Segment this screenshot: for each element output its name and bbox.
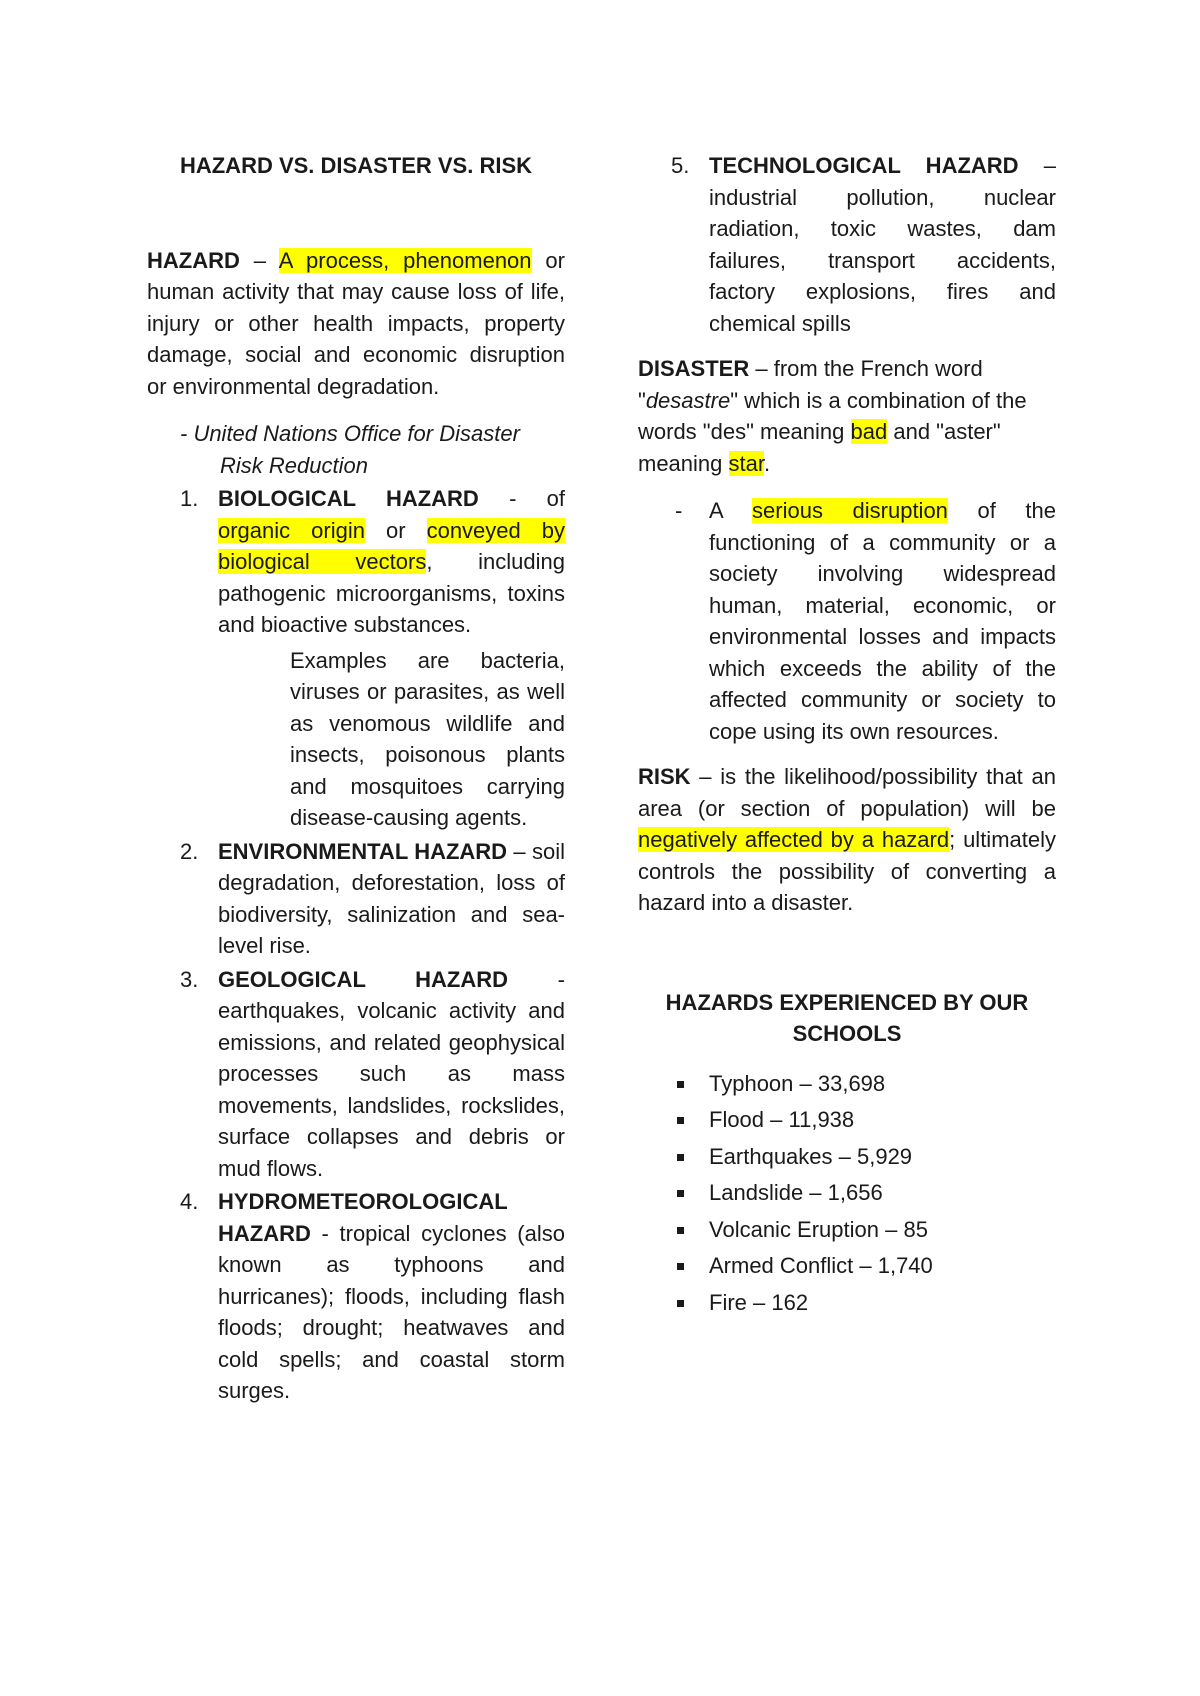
schools-section-title: HAZARDS EXPERIENCED BY OUR SCHOOLS [665, 989, 1029, 1046]
disaster-text: and "aster" meaning [638, 419, 1001, 476]
disaster-term: DISASTER [638, 356, 750, 381]
item-text: - of [478, 486, 565, 511]
square-bullet-icon [677, 1300, 684, 1307]
list-item-text: Earthquakes – 5,929 [709, 1143, 913, 1169]
hazard-types-list [147, 483, 565, 1407]
schools-hazard-list [638, 1066, 1056, 1322]
list-item-text: Armed Conflict – 1,740 [709, 1253, 933, 1278]
list-item-text: Landslide – 1,656 [709, 1180, 883, 1205]
item-number: 5. [671, 153, 690, 178]
list-item [638, 1066, 1056, 1103]
hazard-term: HAZARD [147, 247, 240, 273]
list-item-hydrometeorological [147, 1186, 565, 1407]
risk-text: – is the likelihood/possibility that an area (or section of population) will be [638, 764, 1056, 821]
hazard-definition [147, 245, 565, 403]
list-item [638, 1248, 1056, 1285]
item-term: GEOLOGICAL HAZARD [218, 966, 509, 992]
dash-marker: - [675, 498, 683, 523]
list-item [638, 1212, 1056, 1249]
item-term: HYDROMETEOROLOGICAL HAZARD [218, 1189, 508, 1246]
hazard-definition-text: or human activity that may cause loss of life, injury or other health impacts, property damage, social and economic disruption or environmental degradation. [147, 247, 565, 399]
highlight-serious-disruption: serious disruption [752, 498, 948, 523]
left-column [147, 150, 565, 1407]
list-item [638, 1175, 1056, 1212]
square-bullet-icon [677, 1227, 684, 1234]
square-bullet-icon [677, 1117, 684, 1124]
source-line-1: - United Nations Office for Disaster [180, 421, 520, 446]
risk-term: RISK [638, 764, 691, 789]
list-item-technological [638, 150, 1056, 339]
item-number: 2. [180, 838, 199, 864]
item-number: 3. [180, 966, 199, 992]
highlight-conveyed-by: conveyed by biological vectors [218, 517, 566, 574]
source-line-2: Risk Reduction [220, 452, 368, 478]
examples-sub-item [218, 645, 565, 834]
item-term: BIOLOGICAL HAZARD [218, 486, 479, 511]
item-text: - earthquakes, volcanic activity and emissions, and related geophysical processes such as mass movements, landslides, rockslides, surface collapses and debris or mud flows. [218, 966, 565, 1181]
hazard-dash: – [239, 247, 279, 273]
list-item [638, 1139, 1056, 1176]
item-number: 4. [180, 1189, 199, 1214]
page-title: HAZARD VS. DISASTER VS. RISK [179, 153, 533, 178]
list-item-text: Typhoon – 33,698 [709, 1070, 886, 1096]
disaster-text: . [763, 450, 771, 476]
disaster-definition [638, 353, 1056, 479]
list-item [638, 1102, 1056, 1139]
list-item-text: Flood – 11,938 [709, 1107, 855, 1132]
square-bullet-icon [677, 1154, 684, 1161]
hazard-highlight: A process, phenomenon [278, 247, 532, 273]
list-item-text: Volcanic Eruption – 85 [709, 1216, 928, 1242]
list-item-environmental [147, 836, 565, 962]
disaster-definition-item [638, 495, 1056, 747]
square-bullet-icon [677, 1081, 684, 1088]
item-text: – soil degradation, deforestation, loss of biodiversity, salinization and sea-level rise. [218, 838, 565, 958]
definition-text: A [709, 498, 753, 523]
highlight-negatively-affected: negatively affected by a hazard [638, 827, 950, 852]
item-text: or [364, 517, 427, 543]
desastre-word: desastre [645, 387, 731, 413]
list-item-text: Fire – 162 [709, 1289, 809, 1315]
examples-text: Examples are bacteria, viruses or parasites, as well as venomous wildlife and insects, poisonous plants and mosquitoes carrying disease-causing agents. [290, 647, 565, 830]
item-text: - tropical cyclones (also known as typhoons and hurricanes); floods, including flash floods; drought; heatwaves and cold spells; and coastal storm surges. [218, 1220, 565, 1403]
disaster-text: " which is a combination of the words "des" meaning [638, 387, 1027, 444]
risk-definition [638, 761, 1056, 919]
disaster-text: – from the French word " [638, 356, 983, 413]
item-number: 1. [180, 486, 199, 511]
highlight-bad: bad [850, 419, 888, 444]
highlight-organic-origin: organic origin [218, 517, 365, 543]
square-bullet-icon [677, 1263, 684, 1270]
list-item-geological [147, 964, 565, 1185]
risk-text: ; ultimately controls the possibility of converting a hazard into a disaster. [638, 827, 1056, 915]
definition-text: of the functioning of a community or a society involving widespread human, material, economic, or environmental losses and impacts which exceeds the ability of the affected community or society to cope using its own resources. [709, 498, 1056, 744]
item-text: – industrial pollution, nuclear radiation, toxic wastes, dam failures, transport accidents, factory explosions, fires and chemical spills [709, 153, 1056, 336]
item-term: ENVIRONMENTAL HAZARD [218, 838, 508, 864]
square-bullet-icon [677, 1190, 684, 1197]
highlight-star: star [728, 450, 764, 476]
list-item-biological [147, 483, 565, 834]
item-term: TECHNOLOGICAL HAZARD [709, 153, 1019, 178]
item-text: , including pathogenic microorganisms, toxins and bioactive substances. [218, 549, 565, 637]
list-item [638, 1285, 1056, 1322]
right-column [638, 150, 1056, 1321]
source-citation [180, 418, 565, 481]
